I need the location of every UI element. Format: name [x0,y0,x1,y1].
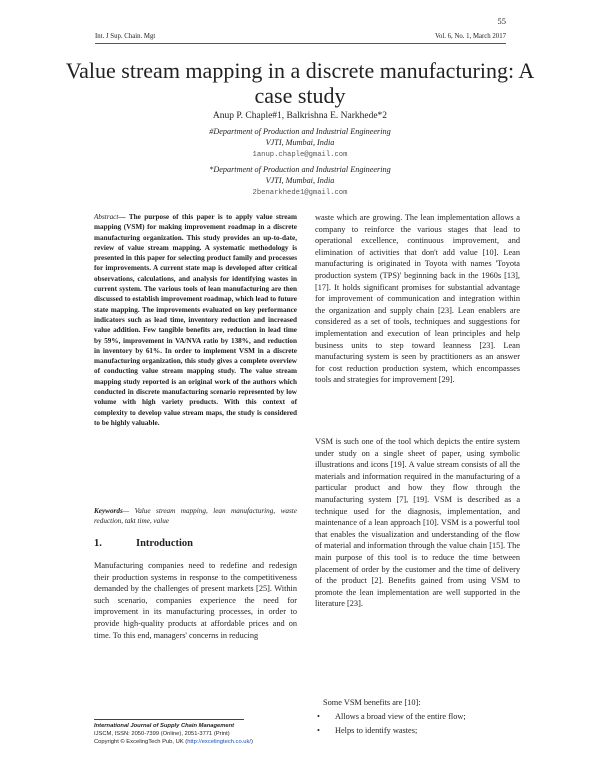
affiliation-2-place: VJTI, Mumbai, India [265,176,335,185]
footer-copyright [94,738,304,746]
list-item [315,724,520,738]
affiliation-2-dept: *Department of Production and Industrial Engineering [209,165,391,174]
list-item-text: Allows a broad view of the entire flow; [335,712,466,721]
section-number: 1. [94,538,102,549]
list-item [315,710,520,724]
keywords [94,506,297,527]
authors: Anup P. Chaple#1, Balkrishna E. Narkhede*2 [212,111,388,121]
footer-journal: International Journal of Supply Chain Management [94,723,235,729]
journal-short-name: Int. J Sup. Chain. Mgt [95,33,156,40]
benefits-intro: Some VSM benefits are [10]: [323,698,421,707]
copyright-text: Copyright © ExcelingTech Pub, UK ( [94,739,188,745]
list-item-text: Helps to identify wastes; [335,726,418,735]
section-title: Introduction [136,538,193,549]
header-rule [95,43,506,44]
volume-info: Vol. 6, No. 1, March 2017 [434,33,506,40]
publisher-link[interactable]: http://excelingtech.co.uk/ [187,739,252,745]
copyright-close: ) [251,739,253,745]
running-header [95,33,506,40]
footer-issn: IJSCM, ISSN: 2050-7399 (Online), 2051-3771 (Print) [94,731,230,737]
keywords-label: Keywords [94,507,123,515]
keywords-text: — Value stream mapping, lean manufacturing, waste reduction, takt time, value [94,507,297,526]
benefits-list [315,710,520,738]
body-paragraph-2: VSM is such one of the tool which depicts the entire system under study on a single sheet of paper, using symbolic illustrations and icons [19]. A value stream consists of all the materials and information required in the manufacturing of a particular product and how they flow through the manufacturing system [7], [19]. VSM is described as a technique used for the diagnosis, implementation, and maintenance of a lean approach [10]. VSM is a powerful tool that enables the visualization and understanding of the flow of material and information through the value chain [15]. The main purpose of this tool is to reduce the time between placement of order by the customer and the time of delivery of the product [2]. Benefits gained from using VSM to promote the lean implementation are well supported in the literature [23]. [315,437,520,609]
body-paragraph-1: waste which are growing. The lean implementation allows a company to reinforce the various stages that lead to operational excellence, continuous improvement, and elimination of activities that don't add value [10]. Lean manufacturing is originated in Toyota with names 'Toyota production system (TPS)' beginning back in the 1960s [13], [17]. It holds significant promises for substantial advantage for improvement of communication and integration within the organization and supply chain [23]. Lean enablers are considered as a set of tools, techniques and suggestions for implementation and execution of lean principles and help business units to step toward leanness [23]. Lean manufacturing system is seen by practitioners as an answer for cost reduction production system, which encompasses tools and strategies for improvement [29]. [315,213,520,385]
author-1-email: 1anup.chaple@gmail.com [252,151,348,159]
bullet-icon: • [317,712,320,721]
paper-title: Value stream mapping in a discrete manufacturing: A case study [65,58,535,108]
affiliation-1-dept: #Department of Production and Industrial Engineering [209,127,391,136]
author-2-email: 2benarkhede1@gmail.com [252,189,348,197]
abstract [94,212,297,428]
footnote-rule [94,719,244,720]
section-heading [94,538,193,549]
affiliation-1-place: VJTI, Mumbai, India [265,138,335,147]
intro-paragraph: Manufacturing companies need to redefine and redesign their production systems in response to the competitiveness demanded by the challenges of present markets [25]. Within such scenario, companies experience the need for improvement in its manufacturing processes, in order to provide high-quality products at affordable prices and on time. To this end, managers' concerns in reducing [94,561,297,640]
page-number: 55 [497,16,506,26]
footer [94,722,304,746]
abstract-text: — The purpose of this paper is to apply value stream mapping (VSM) for making improvement roadmap in a discrete manufacturing organization. This study provides an up-to-date, review of value stream mapping. A systematic methodology is presented in this paper for selecting product family and processes for improvements. A current state map is developed after critical observations, calculations, and analysis for identifying wastes in current system. The various tools of lean manufacturing are then discussed to establish improvement roadmap, which lead to future state mapping. The improvements evaluated on key performance indicators such as lead time, inventory reduction and increased value addition. Few tangible benefits are, reduction in lead time by 59%, improvement in VA/NVA ratio by 138%, and reduction in inventory by 61%. In order to implement VSM in a discrete manufacturing organization, this study gives a complete overview of conducting value stream mapping study. The value stream mapping study reported is an original work of the authors which conducted in discrete manufacturing scenario represented by low volume with high variety products. With this context of complexity to develop value stream maps, the study is considered to be highly valuable. [94,213,297,427]
bullet-icon: • [317,726,320,735]
abstract-label: Abstract [94,213,119,221]
